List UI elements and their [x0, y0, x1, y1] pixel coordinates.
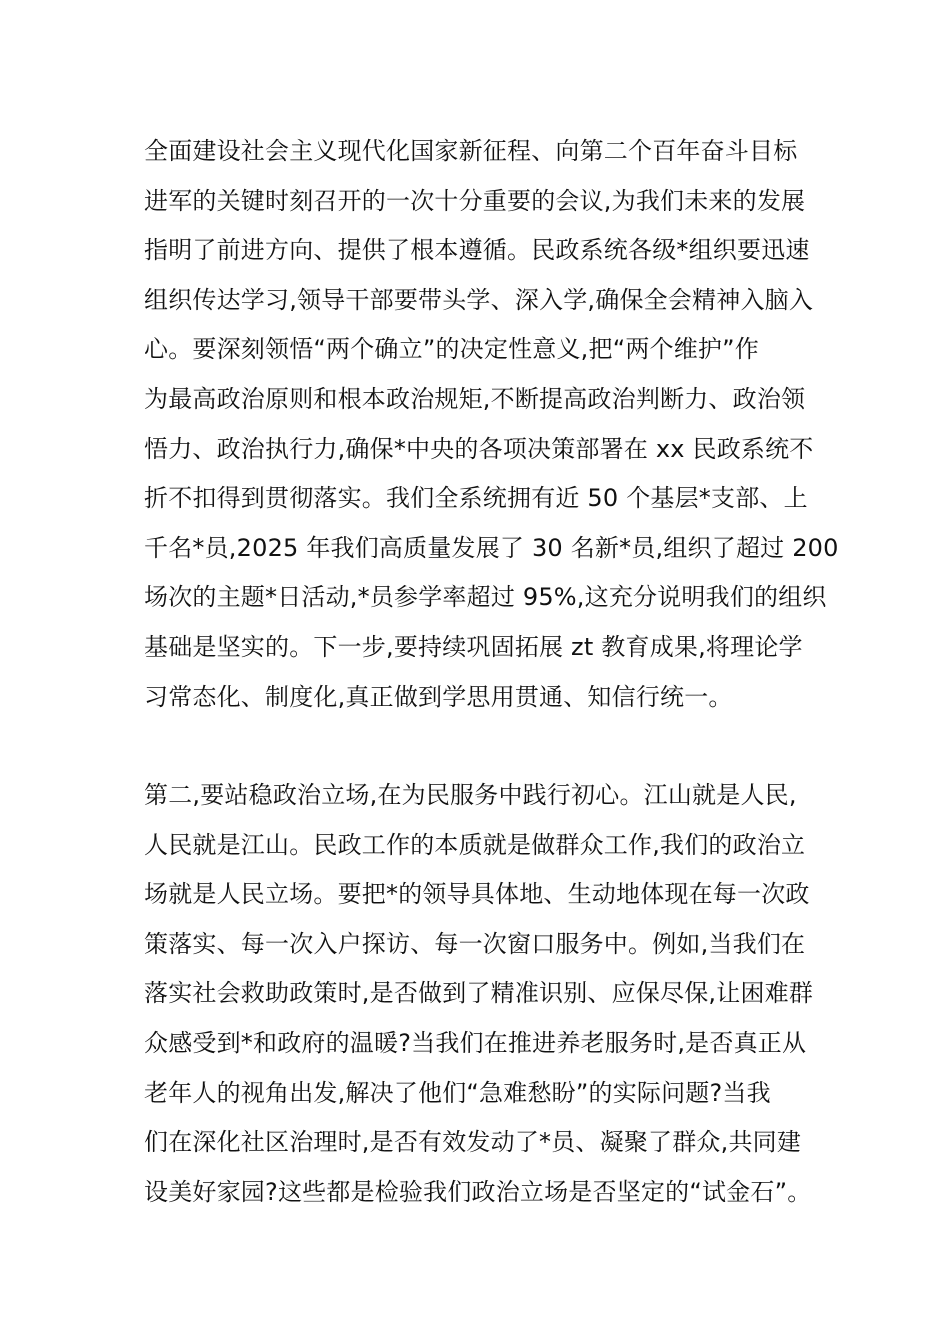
- paragraph-line: 落实社会救助政策时,是否做到了精准识别、应保尽保,让困难群: [144, 979, 814, 1008]
- paragraph-1: [144, 127, 844, 722]
- paragraph-line: 进军的关键时刻召开的一次十分重要的会议,为我们未来的发展: [144, 186, 806, 215]
- paragraph-line: 老年人的视角出发,解决了他们“急难愁盼”的实际问题?当我: [144, 1078, 771, 1107]
- paragraph-line: 场次的主题*日活动,*员参学率超过 95%,这充分说明我们的组织: [144, 583, 827, 612]
- paragraph-line: 千名*员,2025 年我们高质量发展了 30 名新*员,组织了超过 200: [144, 533, 839, 562]
- paragraph-line: 第二,要站稳政治立场,在为民服务中践行初心。江山就是人民,: [144, 781, 797, 809]
- paragraph-line: 基础是坚实的。下一步,要持续巩固拓展 zt 教育成果,将理论学: [144, 632, 803, 661]
- paragraph-line: 心。要深刻领悟“两个确立”的决定性意义,把“两个维护”作: [144, 335, 759, 364]
- paragraph-2: [144, 771, 844, 1217]
- paragraph-line: 指明了前进方向、提供了根本遵循。民政系统各级*组织要迅速: [144, 236, 810, 265]
- paragraph-line: 为最高政治原则和根本政治规矩,不断提高政治判断力、政治领: [144, 384, 806, 413]
- paragraph-line: 悟力、政治执行力,确保*中央的各项决策部署在 xx 民政系统不: [144, 434, 814, 463]
- paragraph-line: 人民就是江山。民政工作的本质就是做群众工作,我们的政治立: [144, 830, 806, 859]
- paragraph-line: 设美好家园?这些都是检验我们政治立场是否坚定的“试金石”。: [144, 1177, 812, 1206]
- paragraph-line: 折不扣得到贯彻落实。我们全系统拥有近 50 个基层*支部、上: [144, 484, 808, 513]
- paragraph-line: 组织传达学习,领导干部要带头学、深入学,确保全会精神入脑入: [144, 285, 814, 314]
- paragraph-line: 全面建设社会主义现代化国家新征程、向第二个百年奋斗目标: [144, 137, 798, 165]
- paragraph-line: 策落实、每一次入户探访、每一次窗口服务中。例如,当我们在: [144, 929, 806, 958]
- paragraph-line: 场就是人民立场。要把*的领导具体地、生动地体现在每一次政: [144, 880, 810, 909]
- paragraph-line: 众感受到*和政府的温暖?当我们在推进养老服务时,是否真正从: [144, 1028, 807, 1057]
- paragraph-line: 习常态化、制度化,真正做到学思用贯通、知信行统一。: [144, 682, 733, 711]
- paragraph-line: 们在深化社区治理时,是否有效发动了*员、凝聚了群众,共同建: [144, 1128, 802, 1157]
